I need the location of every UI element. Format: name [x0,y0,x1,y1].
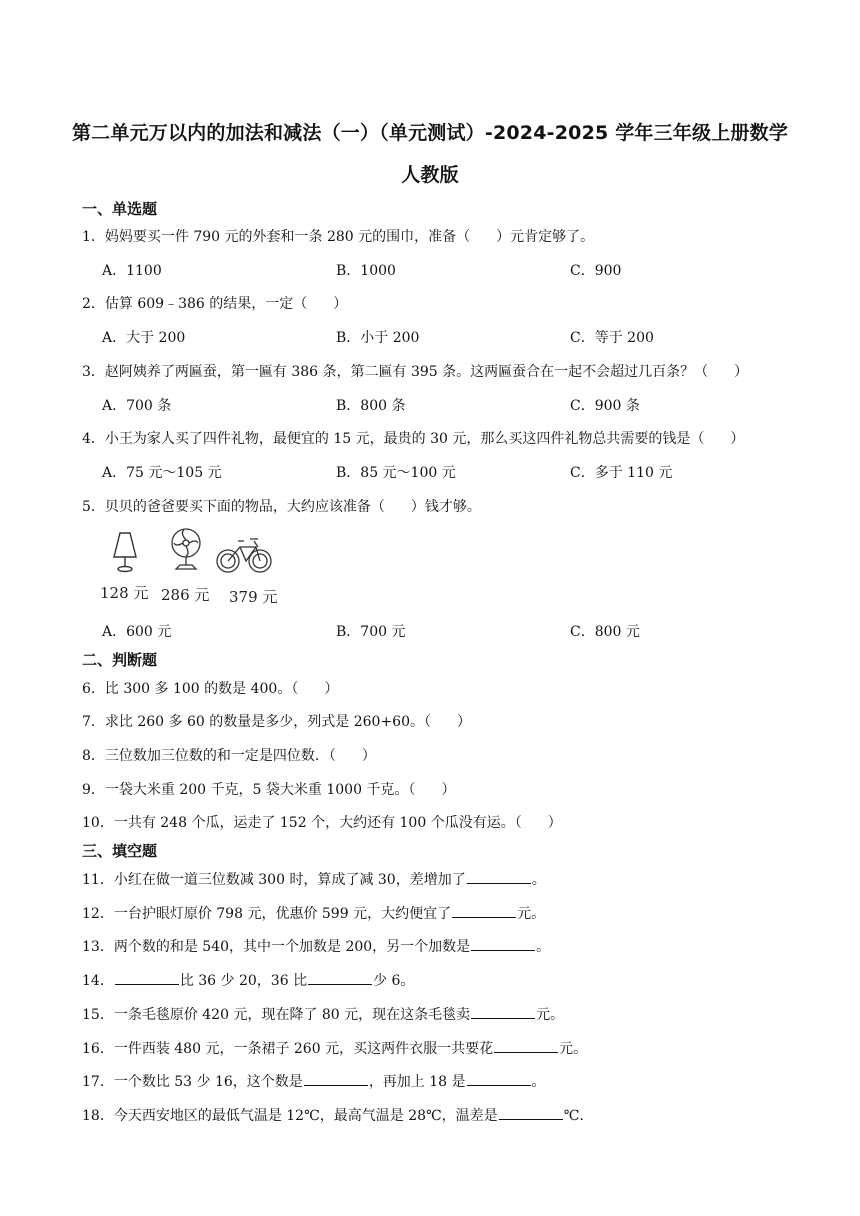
question-8 [82,745,376,765]
question-number: 1． [82,229,105,245]
worksheet-title-line2: 人教版 [401,164,459,186]
question-3 [82,361,748,381]
question-text-mid: ，再加上 18 是 [368,1074,466,1090]
lamp-icon [114,533,136,572]
option-a[interactable]: A．大于 200 [102,330,186,346]
option-c[interactable]: C．多于 110 元 [570,465,673,481]
bicycle-icon [217,539,271,572]
question-14 [82,970,414,990]
question-text-end: ） [547,815,562,831]
answer-blank[interactable] [467,869,531,884]
section-heading-true-false: 二、判断题 [82,651,158,669]
answer-blank[interactable] [115,970,179,985]
question-text-end: ） [441,782,456,798]
question-number: 2． [82,296,105,312]
answer-blank[interactable] [452,903,516,918]
answer-blank[interactable] [499,1105,563,1120]
items-drawing [100,527,290,587]
question-text: 一台护眼灯原价 798 元，优惠价 599 元，大约便宜了 [113,906,452,922]
question-number: 11． [82,872,114,888]
question-text-end: ）元肯定够了。 [496,229,595,245]
question-number: 16． [82,1041,114,1057]
option-b[interactable]: B．小于 200 [336,330,420,346]
option-b[interactable]: B．700 元 [336,624,406,640]
lamp-price: 128 元 [100,584,149,602]
question-2 [82,293,347,313]
question-number: 8． [82,748,105,764]
answer-blank[interactable] [471,1004,535,1019]
question-text-end: ） [361,748,376,764]
fan-icon [172,529,200,569]
question-text: 三位数加三位数的和一定是四位数．（ [104,748,336,764]
question-text: 比 36 少 20，36 比 [179,973,308,989]
question-18 [82,1105,584,1125]
fan-price: 286 元 [161,586,210,604]
option-b[interactable]: B．85 元～100 元 [336,465,456,481]
question-1 [82,226,594,246]
question-text: 求比 260 多 60 的数量是多少，列式是 260+60。（ [104,714,431,730]
question-16 [82,1038,587,1058]
option-a[interactable]: A．600 元 [102,624,172,640]
items-illustration [100,527,290,609]
question-6 [82,678,338,698]
option-c[interactable]: C．900 [570,263,622,279]
section-heading-single-choice: 一、单选题 [82,200,158,218]
question-text: 小红在做一道三位数减 300 时，算成了减 30，差增加了 [113,872,466,888]
question-text-end: ℃. [563,1108,584,1124]
question-4 [82,428,744,448]
question-number: 14． [82,973,114,989]
question-number: 9． [82,782,105,798]
question-text: 贝贝的爸爸要买下面的物品，大约应该准备（ [104,499,385,515]
question-text-end: ） [730,431,745,447]
answer-blank-2[interactable] [467,1071,531,1086]
question-text: 一个数比 53 少 16，这个数是 [113,1074,303,1090]
question-text-end: ）钱才够。 [410,499,481,515]
question-text: 估算 609﹣386 的结果，一定（ [104,296,308,312]
worksheet-title-line1: 第二单元万以内的加法和减法（一）（单元测试）-2024-2025 学年三年级上册数学 [71,122,789,144]
question-number: 12． [82,906,114,922]
question-12 [82,903,545,923]
question-number: 13． [82,939,114,955]
question-number: 5． [82,499,105,515]
option-b[interactable]: B．800 条 [336,398,406,414]
answer-blank-2[interactable] [308,970,372,985]
question-text: 比 300 多 100 的数是 400。（ [104,681,299,697]
answer-blank[interactable] [304,1071,368,1086]
answer-blank[interactable] [494,1038,558,1053]
question-text: 小王为家人买了四件礼物，最便宜的 15 元，最贵的 30 元，那么买这四件礼物总共需要的钱是（ [104,431,705,447]
question-5 [82,496,481,516]
question-number: 10． [82,815,114,831]
question-number: 4． [82,431,105,447]
question-text: 一条毛毯原价 420 元，现在降了 80 元，现在这条毛毯卖 [113,1007,471,1023]
section-heading-fill-blank: 三、填空题 [82,842,158,860]
question-text-end: 少 6。 [373,973,415,989]
option-a[interactable]: A．1100 [102,263,162,279]
question-number: 15． [82,1007,114,1023]
question-text: 今天西安地区的最低气温是 12℃，最高气温是 28℃，温差是 [113,1108,498,1124]
question-7 [82,711,471,731]
question-number: 17． [82,1074,114,1090]
option-c[interactable]: C．900 条 [570,398,640,414]
question-text: 赵阿姨养了两匾蚕，第一匾有 386 条，第二匾有 395 条。这两匾蚕合在一起不会超过几百条？（ [104,364,709,380]
option-a[interactable]: A．700 条 [102,398,172,414]
question-text: 一件西装 480 元，一条裙子 260 元，买这两件衣服一共要花 [113,1041,494,1057]
question-17 [82,1071,546,1091]
question-number: 7． [82,714,105,730]
question-text-end: ） [333,296,348,312]
question-text-end: 元。 [536,1007,565,1023]
bicycle-price: 379 元 [229,588,278,606]
question-10 [82,812,562,832]
question-text-end: ） [456,714,471,730]
question-text: 一共有 248 个瓜，运走了 152 个，大约还有 100 个瓜没有运。（ [113,815,522,831]
option-b[interactable]: B．1000 [336,263,396,279]
question-number: 18． [82,1108,114,1124]
question-number: 6． [82,681,105,697]
question-text-end: 。 [536,939,551,955]
answer-blank[interactable] [471,936,535,951]
question-text: 一袋大米重 200 千克，5 袋大米重 1000 千克。（ [104,782,416,798]
question-13 [82,936,550,956]
question-text: 妈妈要买一件 790 元的外套和一条 280 元的围巾，准备（ [104,229,471,245]
question-11 [82,869,546,889]
question-number: 3． [82,364,105,380]
question-text-end: 元。 [559,1041,588,1057]
option-a[interactable]: A．75 元～105 元 [102,465,222,481]
question-text-end: ） [734,364,749,380]
question-15 [82,1004,564,1024]
question-text-end: 元。 [517,906,546,922]
question-9 [82,779,455,799]
question-text-end: ） [324,681,339,697]
question-text-end: 。 [531,872,546,888]
option-c[interactable]: C．等于 200 [570,330,654,346]
question-text-end: 。 [531,1074,546,1090]
question-text: 两个数的和是 540，其中一个加数是 200，另一个加数是 [113,939,471,955]
option-c[interactable]: C．800 元 [570,624,640,640]
